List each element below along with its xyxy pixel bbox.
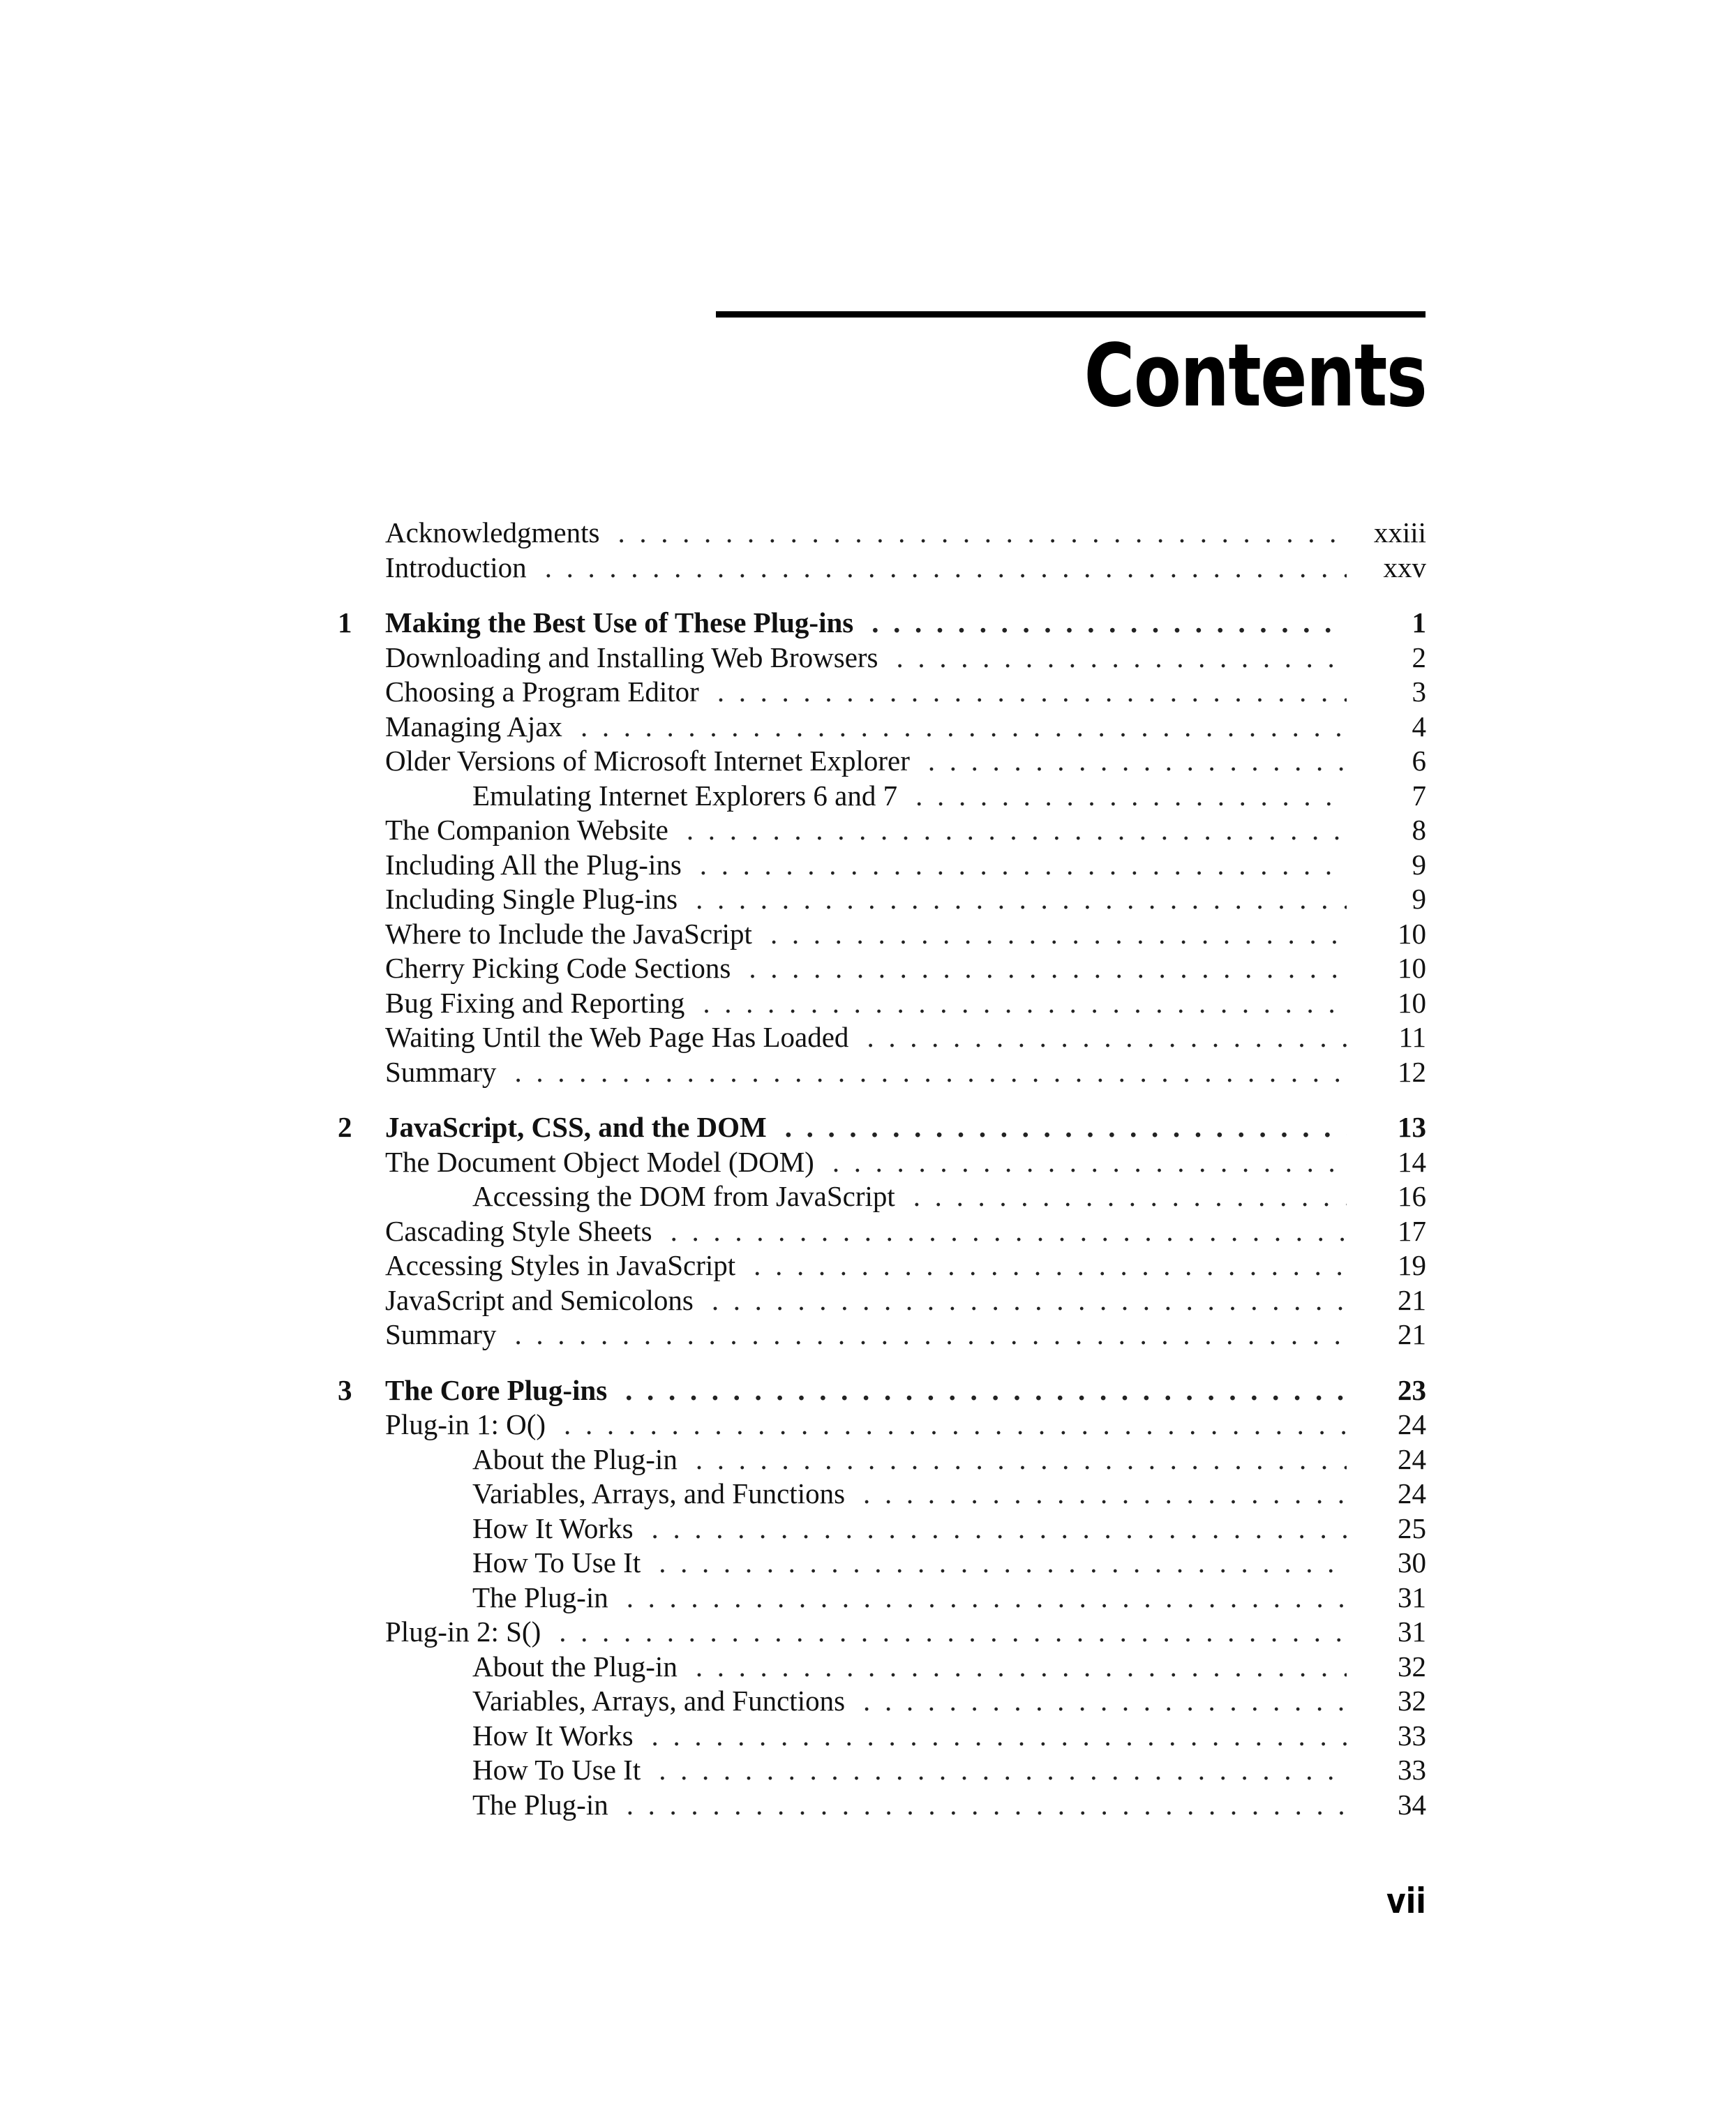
toc-entry-title: Variables, Arrays, and Functions	[472, 1685, 846, 1717]
toc-entry-title: Summary	[385, 1318, 497, 1350]
toc-entry-title: The Companion Website	[385, 814, 668, 846]
toc-entry-line	[385, 1214, 1426, 1248]
toc-entry[interactable]	[0, 1752, 1736, 1787]
toc-entry[interactable]	[0, 1649, 1736, 1684]
toc-entry-line	[385, 985, 1426, 1020]
toc-page-number: 7	[1412, 779, 1426, 812]
toc-entry-line	[385, 1144, 1426, 1179]
toc-entry-line	[385, 1248, 1426, 1283]
toc-entry-title: The Core Plug-ins	[385, 1373, 608, 1406]
toc-entry-line	[472, 1649, 1426, 1684]
toc-entry-title: Plug-in 1: O()	[385, 1408, 546, 1440]
toc-entry[interactable]	[0, 1214, 1736, 1248]
toc-page-number: 33	[1398, 1719, 1426, 1752]
toc-entry-title: How To Use It	[472, 1754, 641, 1786]
toc-page-number: 24	[1398, 1477, 1426, 1509]
toc-entry[interactable]	[0, 1580, 1736, 1615]
dot-leader	[915, 778, 1347, 813]
toc-entry-title: Managing Ajax	[385, 710, 562, 743]
toc-entry[interactable]	[0, 847, 1736, 882]
toc-entry-title: Making the Best Use of These Plug-ins	[385, 606, 854, 639]
dot-leader	[928, 743, 1347, 778]
toc-page-number: 4	[1412, 710, 1426, 743]
toc-entry[interactable]	[0, 1683, 1736, 1718]
dot-leader	[581, 709, 1347, 744]
toc-entry-line	[385, 640, 1426, 675]
chapter-number: 3	[338, 1373, 352, 1406]
toc-page-number: xxiii	[1373, 516, 1426, 549]
dot-leader	[659, 1752, 1347, 1787]
toc-page-number: 11	[1398, 1021, 1426, 1053]
toc-entry-line	[472, 1545, 1426, 1580]
dot-leader	[867, 1020, 1347, 1054]
toc-chapter-entry[interactable]	[0, 1110, 1736, 1144]
toc-entry-line	[385, 1614, 1426, 1649]
toc-entry-title: Where to Include the JavaScript	[385, 917, 752, 950]
toc-chapter-entry[interactable]	[0, 1373, 1736, 1408]
toc-entry-line	[385, 1283, 1426, 1318]
toc-entry-title: Cherry Picking Code Sections	[385, 952, 731, 984]
toc-entry[interactable]	[0, 1283, 1736, 1318]
dot-leader	[652, 1511, 1347, 1546]
dot-leader	[687, 812, 1347, 847]
toc-page-number: 10	[1398, 917, 1426, 950]
dot-leader	[696, 1442, 1347, 1477]
toc-page-number: 12	[1398, 1055, 1426, 1088]
toc-page-number: 6	[1412, 745, 1426, 777]
toc-entry-title: The Plug-in	[472, 1788, 608, 1821]
toc-entry-title: Accessing Styles in JavaScript	[385, 1249, 736, 1281]
dot-leader	[559, 1614, 1347, 1649]
toc-entry-line	[472, 1179, 1426, 1214]
toc-entry-title: Plug-in 2: S()	[385, 1616, 541, 1648]
toc-page-number: 30	[1398, 1546, 1426, 1579]
toc-entry-line	[385, 881, 1426, 916]
toc-entry-title: Emulating Internet Explorers 6 and 7	[472, 779, 898, 812]
toc-entry-title: The Plug-in	[472, 1581, 608, 1613]
toc-entry[interactable]	[0, 743, 1736, 778]
toc-entry-title: Including Single Plug-ins	[385, 883, 678, 915]
dot-leader	[770, 916, 1347, 951]
toc-entry-title: About the Plug-in	[472, 1442, 678, 1475]
toc-entry-line	[472, 1580, 1426, 1615]
toc-entry[interactable]	[0, 1442, 1736, 1477]
page-number: vii	[1386, 1881, 1426, 1921]
toc-entry-line	[385, 605, 1426, 640]
toc-entry[interactable]	[0, 881, 1736, 916]
toc-page-number: 23	[1398, 1373, 1426, 1406]
toc-entry[interactable]	[0, 812, 1736, 847]
toc-page-number: 10	[1398, 952, 1426, 984]
dot-leader	[514, 1317, 1347, 1352]
toc-entry-line	[472, 1683, 1426, 1718]
dot-leader	[625, 1373, 1347, 1408]
toc-entry-line	[385, 550, 1426, 585]
toc-page-number: 31	[1398, 1616, 1426, 1648]
toc-entry-line	[385, 515, 1426, 550]
toc-entry[interactable]	[0, 1054, 1736, 1089]
toc-page-number: 10	[1398, 986, 1426, 1019]
dot-leader	[871, 605, 1347, 640]
dot-leader	[863, 1683, 1347, 1718]
toc-page-number: 3	[1412, 676, 1426, 708]
toc-entry-line	[385, 812, 1426, 847]
toc-entry[interactable]	[0, 1545, 1736, 1580]
toc-page-number: 31	[1398, 1581, 1426, 1613]
dot-leader	[712, 1283, 1347, 1318]
dot-leader	[897, 640, 1347, 675]
toc-entry[interactable]	[0, 1614, 1736, 1649]
toc-page-number: 25	[1398, 1512, 1426, 1544]
dot-leader	[832, 1144, 1347, 1179]
toc-entry-line	[385, 916, 1426, 951]
dot-leader	[696, 1649, 1347, 1684]
toc-entry-title: JavaScript, CSS, and the DOM	[385, 1111, 767, 1143]
toc-entry-title: Accessing the DOM from JavaScript	[472, 1180, 895, 1212]
toc-entry[interactable]	[0, 950, 1736, 985]
title-rule	[716, 311, 1426, 318]
dot-leader	[863, 1476, 1347, 1511]
dot-leader	[514, 1054, 1347, 1089]
toc-entry[interactable]	[0, 916, 1736, 951]
toc-entry-title: How It Works	[472, 1719, 634, 1752]
toc-page-number: 1	[1412, 606, 1426, 639]
toc-entry[interactable]	[0, 674, 1736, 709]
toc-entry[interactable]	[0, 515, 1736, 550]
toc-page-number: 13	[1398, 1111, 1426, 1143]
toc-entry[interactable]	[0, 709, 1736, 744]
toc-entry-line	[472, 1787, 1426, 1822]
toc-entry-title: Acknowledgments	[385, 516, 600, 549]
toc-entry[interactable]	[0, 1144, 1736, 1179]
toc-page-number: 33	[1398, 1754, 1426, 1786]
toc-page-number: 17	[1398, 1214, 1426, 1247]
toc-page-number: 2	[1412, 641, 1426, 673]
dot-leader	[749, 950, 1347, 985]
toc-entry-line	[385, 1110, 1426, 1144]
chapter-number: 2	[338, 1111, 352, 1143]
toc-entry-line	[385, 743, 1426, 778]
toc-entry[interactable]	[0, 1248, 1736, 1283]
toc-entry[interactable]	[0, 1787, 1736, 1822]
dot-leader	[913, 1179, 1347, 1214]
dot-leader	[754, 1248, 1347, 1283]
dot-leader	[627, 1787, 1347, 1822]
toc-page-number: 9	[1412, 883, 1426, 915]
toc-entry[interactable]	[0, 1511, 1736, 1546]
dot-leader	[717, 674, 1347, 709]
toc-entry-line	[385, 1373, 1426, 1408]
toc-entry[interactable]	[0, 778, 1736, 813]
toc-entry-line	[472, 1752, 1426, 1787]
toc-entry-line	[385, 1407, 1426, 1442]
toc-page-number: 16	[1398, 1180, 1426, 1212]
toc-entry-title: Summary	[385, 1055, 497, 1088]
toc-entry-title: Choosing a Program Editor	[385, 676, 699, 708]
toc-entry[interactable]	[0, 985, 1736, 1020]
toc-page-number: 21	[1398, 1283, 1426, 1316]
toc-entry[interactable]	[0, 1476, 1736, 1511]
toc-page-number: 24	[1398, 1408, 1426, 1440]
toc-entry-line	[472, 778, 1426, 813]
toc-entry[interactable]	[0, 1179, 1736, 1214]
toc-entry-line	[385, 674, 1426, 709]
toc-entry-title: Including All the Plug-ins	[385, 848, 682, 881]
toc-entry-title: The Document Object Model (DOM)	[385, 1145, 814, 1178]
toc-page-number: 34	[1398, 1788, 1426, 1821]
toc-entry[interactable]	[0, 1407, 1736, 1442]
toc-entry-line	[385, 1020, 1426, 1054]
toc-entry[interactable]	[0, 1020, 1736, 1054]
dot-leader	[545, 550, 1347, 585]
dot-leader	[671, 1214, 1347, 1248]
dot-leader	[564, 1407, 1347, 1442]
chapter-number: 1	[338, 606, 352, 639]
toc-entry-title: How To Use It	[472, 1546, 641, 1579]
toc-page-number: 14	[1398, 1145, 1426, 1178]
toc-page-number: 8	[1412, 814, 1426, 846]
toc-entry[interactable]	[0, 1718, 1736, 1753]
toc-entry-title: Older Versions of Microsoft Internet Explorer	[385, 745, 910, 777]
toc-entry-line	[385, 709, 1426, 744]
toc-page-number: 32	[1398, 1685, 1426, 1717]
toc-entry-line	[472, 1511, 1426, 1546]
dot-leader	[652, 1718, 1347, 1753]
toc-entry-title: Bug Fixing and Reporting	[385, 986, 685, 1019]
toc-entry[interactable]	[0, 1317, 1736, 1352]
toc-page-number: 32	[1398, 1650, 1426, 1683]
toc-entry-title: JavaScript and Semicolons	[385, 1283, 694, 1316]
toc-entry-line	[472, 1442, 1426, 1477]
page-title: Contents	[1084, 326, 1426, 426]
toc-page-number: xxv	[1383, 551, 1426, 583]
dot-leader	[659, 1545, 1347, 1580]
toc-entry-line	[385, 1317, 1426, 1352]
toc-page-number: 19	[1398, 1249, 1426, 1281]
toc-entry-title: Cascading Style Sheets	[385, 1214, 652, 1247]
toc-entry-title: About the Plug-in	[472, 1650, 678, 1683]
toc-entry-line	[472, 1476, 1426, 1511]
toc-entry-title: How It Works	[472, 1512, 634, 1544]
toc-entry-title: Waiting Until the Web Page Has Loaded	[385, 1021, 849, 1053]
toc-entry-title: Introduction	[385, 551, 527, 583]
dot-leader	[618, 515, 1347, 550]
dot-leader	[696, 881, 1347, 916]
toc-page-number: 24	[1398, 1442, 1426, 1475]
toc-entry[interactable]	[0, 550, 1736, 585]
toc-entry-line	[472, 1718, 1426, 1753]
dot-leader	[700, 847, 1347, 882]
toc-chapter-entry[interactable]	[0, 605, 1736, 640]
toc-entry[interactable]	[0, 640, 1736, 675]
toc-entry-line	[385, 950, 1426, 985]
toc-entry-line	[385, 1054, 1426, 1089]
toc-entry-line	[385, 847, 1426, 882]
toc-entry-title: Variables, Arrays, and Functions	[472, 1477, 846, 1509]
toc-entry-title: Downloading and Installing Web Browsers	[385, 641, 878, 673]
toc-page-number: 9	[1412, 848, 1426, 881]
dot-leader	[627, 1580, 1347, 1615]
toc-page-number: 21	[1398, 1318, 1426, 1350]
dot-leader	[703, 985, 1347, 1020]
dot-leader	[785, 1110, 1347, 1144]
